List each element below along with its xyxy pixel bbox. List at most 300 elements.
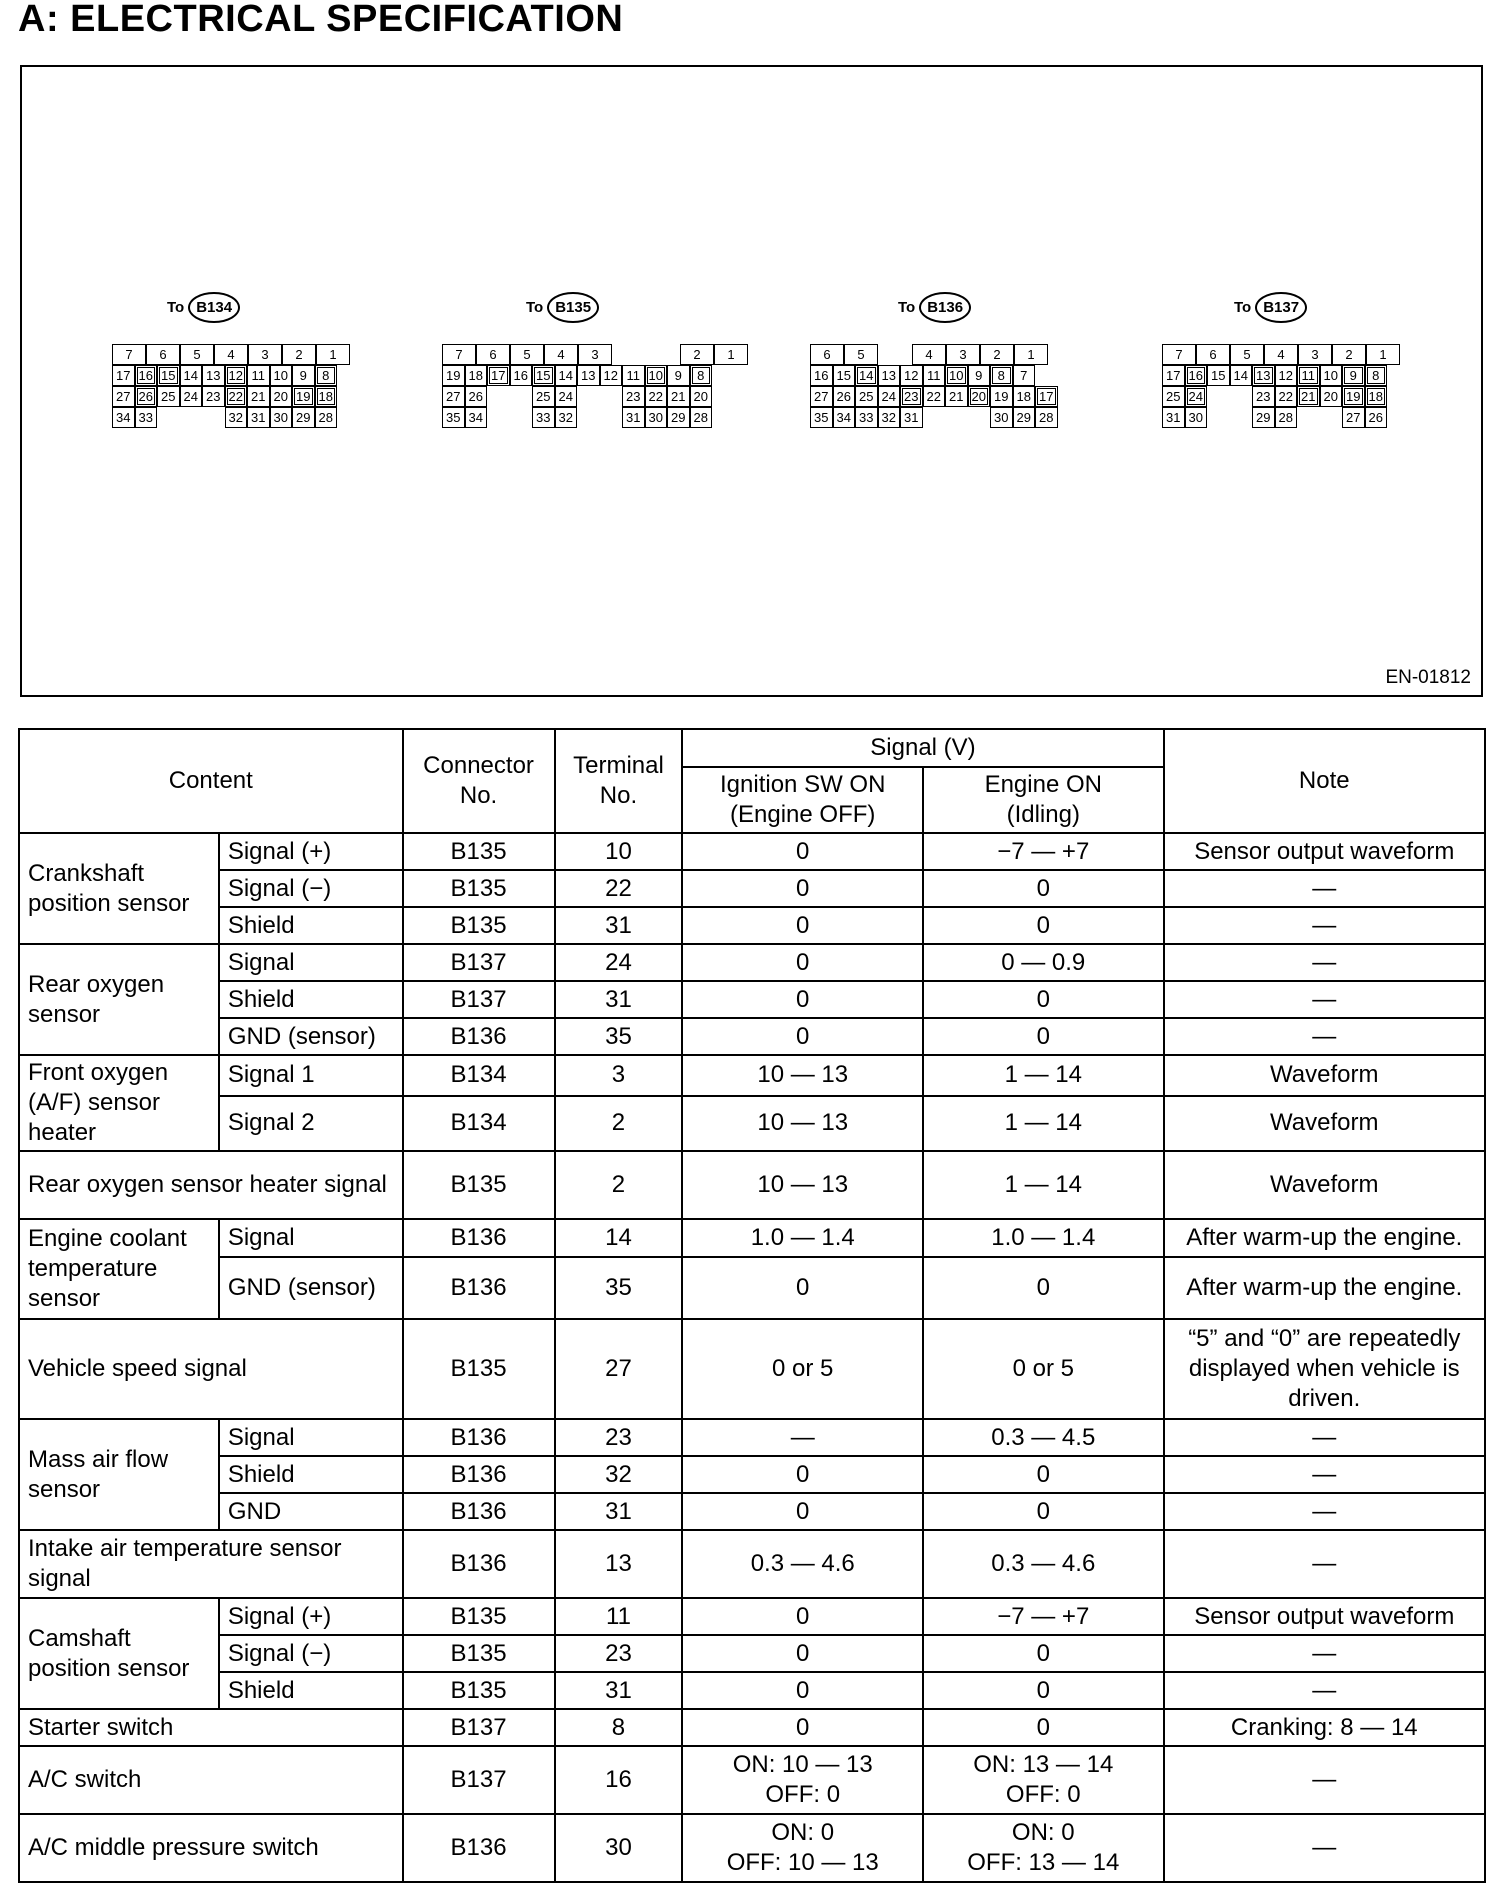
pin-cell: 25 bbox=[855, 386, 878, 407]
ignition-value-cell: 0 bbox=[682, 981, 923, 1018]
pin-cell: 20 bbox=[690, 386, 713, 407]
connector-cell: B136 bbox=[403, 1493, 555, 1530]
table-row bbox=[19, 1746, 1485, 1814]
connector-cell: B135 bbox=[403, 907, 555, 944]
pin-cell: 13 bbox=[202, 365, 225, 386]
content-cell: Vehicle speed signal bbox=[19, 1319, 403, 1419]
engine-value-cell: 0 bbox=[923, 981, 1164, 1018]
pin-cell: 1 bbox=[714, 344, 748, 365]
connector-cell: B136 bbox=[403, 1814, 555, 1882]
content-cell: A/C switch bbox=[19, 1746, 403, 1814]
connector-cell: B134 bbox=[403, 1096, 555, 1151]
ignition-value-cell: 0 or 5 bbox=[682, 1319, 923, 1419]
sub-item-cell: Signal (−) bbox=[219, 870, 403, 907]
pin-cell: 10 bbox=[1320, 365, 1343, 386]
pin-cell: 21 bbox=[1297, 386, 1320, 407]
pin-cell: 5 bbox=[510, 344, 544, 365]
pin-cell: 11 bbox=[923, 365, 946, 386]
engine-value-cell: 0 bbox=[923, 1635, 1164, 1672]
pin-cell: 21 bbox=[945, 386, 968, 407]
pin-cell: 22 bbox=[645, 386, 668, 407]
terminal-cell: 31 bbox=[555, 907, 683, 944]
terminal-cell: 22 bbox=[555, 870, 683, 907]
sub-item-cell: GND (sensor) bbox=[219, 1018, 403, 1055]
pin-cell: 2 bbox=[980, 344, 1014, 365]
pin-cell: 2 bbox=[282, 344, 316, 365]
pin-cell: 26 bbox=[1365, 407, 1388, 428]
pin-cell: 35 bbox=[442, 407, 465, 428]
terminal-cell: 31 bbox=[555, 981, 683, 1018]
pin-cell: 27 bbox=[810, 386, 833, 407]
terminal-cell: 30 bbox=[555, 1814, 683, 1882]
pin-cell: 12 bbox=[600, 365, 623, 386]
pin-cell: 9 bbox=[292, 365, 315, 386]
group-cell: Engine coolant temperature sensor bbox=[19, 1219, 219, 1319]
engine-value-cell: 0 — 0.9 bbox=[923, 944, 1164, 981]
pin-cell: 9 bbox=[667, 365, 690, 386]
engine-value-cell: ON: 0 OFF: 13 — 14 bbox=[923, 1814, 1164, 1882]
engine-value-cell: 0 bbox=[923, 907, 1164, 944]
connector-cell: B137 bbox=[403, 1709, 555, 1746]
pin-cell: 23 bbox=[1252, 386, 1275, 407]
ignition-value-cell: ON: 10 — 13 OFF: 0 bbox=[682, 1746, 923, 1814]
connector-diagram bbox=[20, 65, 1483, 697]
pin-cell: 25 bbox=[157, 386, 180, 407]
ignition-value-cell: 0 bbox=[682, 1493, 923, 1530]
ignition-value-cell: 0 bbox=[682, 1672, 923, 1709]
connector-id-badge: B135 bbox=[547, 292, 599, 323]
engine-value-cell: −7 — +7 bbox=[923, 1598, 1164, 1635]
note-cell: — bbox=[1164, 1672, 1485, 1709]
table-row bbox=[19, 870, 1485, 907]
pin-cell: 18 bbox=[465, 365, 488, 386]
engine-value-cell: 0 or 5 bbox=[923, 1319, 1164, 1419]
pin-cell: 10 bbox=[270, 365, 293, 386]
pin-cell: 1 bbox=[1014, 344, 1048, 365]
table-row bbox=[19, 907, 1485, 944]
sub-item-cell: GND (sensor) bbox=[219, 1257, 403, 1319]
table-row bbox=[19, 1419, 1485, 1456]
engine-value-cell: 0 bbox=[923, 1257, 1164, 1319]
pin-cell: 25 bbox=[1162, 386, 1185, 407]
pin-cell: 19 bbox=[1342, 386, 1365, 407]
pin-cell: 19 bbox=[292, 386, 315, 407]
pin-cell: 7 bbox=[1013, 365, 1036, 386]
connector-cell: B135 bbox=[403, 1319, 555, 1419]
table-row bbox=[19, 1709, 1485, 1746]
connector-cell: B136 bbox=[403, 1219, 555, 1257]
table-row bbox=[19, 944, 1485, 981]
engine-value-cell: 0.3 — 4.6 bbox=[923, 1530, 1164, 1598]
terminal-cell: 35 bbox=[555, 1018, 683, 1055]
connector-cell: B136 bbox=[403, 1257, 555, 1319]
header-terminal: Terminal No. bbox=[555, 729, 683, 833]
table-row bbox=[19, 1096, 1485, 1151]
terminal-cell: 10 bbox=[555, 833, 683, 870]
pin-cell: 17 bbox=[1162, 365, 1185, 386]
electrical-spec-table bbox=[18, 728, 1486, 1883]
engine-value-cell: 0 bbox=[923, 1493, 1164, 1530]
connector-cell: B136 bbox=[403, 1530, 555, 1598]
pin-cell: 22 bbox=[1275, 386, 1298, 407]
group-cell: Camshaft position sensor bbox=[19, 1598, 219, 1709]
pin-cell: 3 bbox=[248, 344, 282, 365]
content-cell: Rear oxygen sensor heater signal bbox=[19, 1151, 403, 1219]
pin-cell: 12 bbox=[225, 365, 248, 386]
ignition-value-cell: 0 bbox=[682, 1709, 923, 1746]
pin-cell: 13 bbox=[577, 365, 600, 386]
pin-cell: 7 bbox=[112, 344, 146, 365]
connector-cell: B135 bbox=[403, 1151, 555, 1219]
ignition-value-cell: 1.0 — 1.4 bbox=[682, 1219, 923, 1257]
pin-cell: 22 bbox=[923, 386, 946, 407]
pin-cell: 27 bbox=[112, 386, 135, 407]
pin-cell: 35 bbox=[810, 407, 833, 428]
pin-cell: 28 bbox=[690, 407, 713, 428]
pin-cell: 26 bbox=[833, 386, 856, 407]
table-row bbox=[19, 833, 1485, 870]
content-cell: Starter switch bbox=[19, 1709, 403, 1746]
pin-cell: 26 bbox=[465, 386, 488, 407]
note-cell: Cranking: 8 — 14 bbox=[1164, 1709, 1485, 1746]
pin-cell: 14 bbox=[1230, 365, 1253, 386]
sub-item-cell: Signal bbox=[219, 1419, 403, 1456]
pin-cell: 23 bbox=[202, 386, 225, 407]
terminal-cell: 2 bbox=[555, 1151, 683, 1219]
pin-cell: 10 bbox=[945, 365, 968, 386]
pin-cell: 17 bbox=[112, 365, 135, 386]
pin-cell: 6 bbox=[146, 344, 180, 365]
sub-item-cell: Signal 1 bbox=[219, 1055, 403, 1096]
table-row bbox=[19, 1257, 1485, 1319]
terminal-cell: 35 bbox=[555, 1257, 683, 1319]
pin-cell: 18 bbox=[1013, 386, 1036, 407]
sub-item-cell: Shield bbox=[219, 907, 403, 944]
pin-cell: 1 bbox=[316, 344, 350, 365]
connector-cell: B134 bbox=[403, 1055, 555, 1096]
ignition-value-cell: 10 — 13 bbox=[682, 1096, 923, 1151]
table-row bbox=[19, 1635, 1485, 1672]
sub-item-cell: Signal (−) bbox=[219, 1635, 403, 1672]
table-row bbox=[19, 1672, 1485, 1709]
pin-cell: 20 bbox=[1320, 386, 1343, 407]
pin-cell: 31 bbox=[622, 407, 645, 428]
ignition-value-cell: 10 — 13 bbox=[682, 1151, 923, 1219]
connector-cell: B135 bbox=[403, 1635, 555, 1672]
pin-cell: 11 bbox=[622, 365, 645, 386]
terminal-cell: 32 bbox=[555, 1456, 683, 1493]
pin-cell: 3 bbox=[946, 344, 980, 365]
engine-value-cell: 0.3 — 4.5 bbox=[923, 1419, 1164, 1456]
note-cell: Sensor output waveform bbox=[1164, 833, 1485, 870]
pin-cell: 20 bbox=[968, 386, 991, 407]
note-cell: — bbox=[1164, 1419, 1485, 1456]
pin-cell: 5 bbox=[844, 344, 878, 365]
header-content: Content bbox=[19, 729, 403, 833]
table-row bbox=[19, 1493, 1485, 1530]
ignition-value-cell: — bbox=[682, 1419, 923, 1456]
pin-cell: 16 bbox=[1185, 365, 1208, 386]
pin-cell: 16 bbox=[510, 365, 533, 386]
sub-item-cell: Shield bbox=[219, 1456, 403, 1493]
connector-label: To B134 bbox=[167, 292, 240, 323]
terminal-cell: 11 bbox=[555, 1598, 683, 1635]
pin-cell: 2 bbox=[680, 344, 714, 365]
pin-cell: 7 bbox=[1162, 344, 1196, 365]
note-cell: After warm-up the engine. bbox=[1164, 1219, 1485, 1257]
terminal-cell: 24 bbox=[555, 944, 683, 981]
note-cell: — bbox=[1164, 1746, 1485, 1814]
pin-cell: 6 bbox=[1196, 344, 1230, 365]
engine-value-cell: 1 — 14 bbox=[923, 1096, 1164, 1151]
note-cell: Waveform bbox=[1164, 1151, 1485, 1219]
pin-cell: 23 bbox=[900, 386, 923, 407]
pin-cell: 11 bbox=[1297, 365, 1320, 386]
sub-item-cell: Signal 2 bbox=[219, 1096, 403, 1151]
pin-cell: 15 bbox=[157, 365, 180, 386]
terminal-cell: 8 bbox=[555, 1709, 683, 1746]
connector-cell: B135 bbox=[403, 1672, 555, 1709]
pin-cell: 13 bbox=[878, 365, 901, 386]
pin-cell: 24 bbox=[878, 386, 901, 407]
engine-value-cell: 1.0 — 1.4 bbox=[923, 1219, 1164, 1257]
pin-cell: 34 bbox=[465, 407, 488, 428]
note-cell: — bbox=[1164, 1530, 1485, 1598]
ignition-value-cell: 0.3 — 4.6 bbox=[682, 1530, 923, 1598]
figure-code: EN-01812 bbox=[1385, 667, 1471, 688]
pin-cell: 5 bbox=[1230, 344, 1264, 365]
note-cell: After warm-up the engine. bbox=[1164, 1257, 1485, 1319]
pin-cell: 31 bbox=[1162, 407, 1185, 428]
table-row bbox=[19, 1018, 1485, 1055]
terminal-cell: 16 bbox=[555, 1746, 683, 1814]
pin-cell: 9 bbox=[1342, 365, 1365, 386]
pin-cell: 4 bbox=[1264, 344, 1298, 365]
pin-cell: 28 bbox=[315, 407, 338, 428]
pin-cell: 29 bbox=[667, 407, 690, 428]
pin-cell: 30 bbox=[270, 407, 293, 428]
ignition-value-cell: 0 bbox=[682, 907, 923, 944]
pin-cell: 22 bbox=[225, 386, 248, 407]
connector-label: To B137 bbox=[1234, 292, 1307, 323]
note-cell: Waveform bbox=[1164, 1096, 1485, 1151]
pin-cell: 24 bbox=[1185, 386, 1208, 407]
header-signal: Signal (V) bbox=[682, 729, 1163, 767]
pin-cell: 34 bbox=[833, 407, 856, 428]
table-row bbox=[19, 1598, 1485, 1635]
pin-cell: 6 bbox=[476, 344, 510, 365]
sub-item-cell: Signal bbox=[219, 944, 403, 981]
pin-cell: 17 bbox=[1035, 386, 1058, 407]
group-cell: Rear oxygen sensor bbox=[19, 944, 219, 1055]
sub-item-cell: Shield bbox=[219, 1672, 403, 1709]
note-cell: — bbox=[1164, 1814, 1485, 1882]
note-cell: — bbox=[1164, 944, 1485, 981]
engine-value-cell: 0 bbox=[923, 1456, 1164, 1493]
ignition-value-cell: 0 bbox=[682, 1257, 923, 1319]
pin-cell: 8 bbox=[1365, 365, 1388, 386]
ignition-value-cell: 0 bbox=[682, 1598, 923, 1635]
pin-cell: 15 bbox=[1207, 365, 1230, 386]
pin-cell: 26 bbox=[135, 386, 158, 407]
engine-value-cell: 1 — 14 bbox=[923, 1151, 1164, 1219]
ignition-value-cell: 0 bbox=[682, 944, 923, 981]
ignition-value-cell: 0 bbox=[682, 870, 923, 907]
pin-cell: 30 bbox=[990, 407, 1013, 428]
pin-cell: 4 bbox=[544, 344, 578, 365]
terminal-cell: 31 bbox=[555, 1672, 683, 1709]
pin-cell: 30 bbox=[1185, 407, 1208, 428]
pin-cell: 18 bbox=[1365, 386, 1388, 407]
pin-cell: 27 bbox=[442, 386, 465, 407]
table-row bbox=[19, 1319, 1485, 1419]
ignition-value-cell: 0 bbox=[682, 833, 923, 870]
pin-cell: 21 bbox=[667, 386, 690, 407]
pin-cell: 23 bbox=[622, 386, 645, 407]
connector-cell: B137 bbox=[403, 1746, 555, 1814]
connector-id-badge: B137 bbox=[1255, 292, 1307, 323]
note-cell: — bbox=[1164, 907, 1485, 944]
pin-cell: 2 bbox=[1332, 344, 1366, 365]
group-cell: Front oxygen (A/F) sensor heater bbox=[19, 1055, 219, 1151]
pin-cell: 25 bbox=[532, 386, 555, 407]
sub-item-cell: Signal (+) bbox=[219, 833, 403, 870]
connector-cell: B135 bbox=[403, 870, 555, 907]
pin-cell: 3 bbox=[578, 344, 612, 365]
pin-cell: 14 bbox=[555, 365, 578, 386]
ignition-value-cell: 0 bbox=[682, 1018, 923, 1055]
pin-cell: 11 bbox=[247, 365, 270, 386]
header-connector: Connector No. bbox=[403, 729, 555, 833]
connector-cell: B136 bbox=[403, 1419, 555, 1456]
pin-cell: 31 bbox=[900, 407, 923, 428]
connector-cell: B136 bbox=[403, 1456, 555, 1493]
pin-cell: 7 bbox=[442, 344, 476, 365]
terminal-cell: 13 bbox=[555, 1530, 683, 1598]
pin-cell: 24 bbox=[555, 386, 578, 407]
connector-label: To B136 bbox=[898, 292, 971, 323]
pin-cell: 4 bbox=[912, 344, 946, 365]
engine-value-cell: 0 bbox=[923, 1709, 1164, 1746]
table-row bbox=[19, 981, 1485, 1018]
pin-cell: 33 bbox=[532, 407, 555, 428]
pin-cell: 32 bbox=[555, 407, 578, 428]
engine-value-cell: 0 bbox=[923, 1672, 1164, 1709]
pin-cell: 8 bbox=[690, 365, 713, 386]
sub-item-cell: Shield bbox=[219, 981, 403, 1018]
pin-cell: 12 bbox=[1275, 365, 1298, 386]
note-cell: — bbox=[1164, 870, 1485, 907]
pin-cell: 8 bbox=[990, 365, 1013, 386]
pin-cell: 3 bbox=[1298, 344, 1332, 365]
pin-cell: 33 bbox=[855, 407, 878, 428]
pin-cell: 28 bbox=[1275, 407, 1298, 428]
engine-value-cell: 1 — 14 bbox=[923, 1055, 1164, 1096]
terminal-cell: 14 bbox=[555, 1219, 683, 1257]
terminal-cell: 31 bbox=[555, 1493, 683, 1530]
engine-value-cell: −7 — +7 bbox=[923, 833, 1164, 870]
pin-cell: 15 bbox=[532, 365, 555, 386]
note-cell: — bbox=[1164, 1635, 1485, 1672]
ignition-value-cell: 0 bbox=[682, 1635, 923, 1672]
note-cell: Sensor output waveform bbox=[1164, 1598, 1485, 1635]
group-cell: Crankshaft position sensor bbox=[19, 833, 219, 944]
pin-cell: 10 bbox=[645, 365, 668, 386]
pin-cell: 16 bbox=[135, 365, 158, 386]
note-cell: — bbox=[1164, 1493, 1485, 1530]
pin-cell: 29 bbox=[1252, 407, 1275, 428]
terminal-cell: 23 bbox=[555, 1635, 683, 1672]
engine-value-cell: 0 bbox=[923, 870, 1164, 907]
sub-item-cell: GND bbox=[219, 1493, 403, 1530]
pin-cell: 24 bbox=[180, 386, 203, 407]
terminal-cell: 2 bbox=[555, 1096, 683, 1151]
connector-cell: B135 bbox=[403, 1598, 555, 1635]
pin-cell: 12 bbox=[900, 365, 923, 386]
pin-cell: 14 bbox=[855, 365, 878, 386]
connector-cell: B137 bbox=[403, 944, 555, 981]
pin-cell: 15 bbox=[833, 365, 856, 386]
content-cell: A/C middle pressure switch bbox=[19, 1814, 403, 1882]
pin-cell: 32 bbox=[225, 407, 248, 428]
connector-id-badge: B136 bbox=[919, 292, 971, 323]
terminal-cell: 27 bbox=[555, 1319, 683, 1419]
pin-cell: 31 bbox=[247, 407, 270, 428]
pin-cell: 29 bbox=[292, 407, 315, 428]
pin-cell: 34 bbox=[112, 407, 135, 428]
pin-cell: 6 bbox=[810, 344, 844, 365]
content-cell: Intake air temperature sensor signal bbox=[19, 1530, 403, 1598]
pin-cell: 32 bbox=[878, 407, 901, 428]
table-row bbox=[19, 1456, 1485, 1493]
pin-cell: 28 bbox=[1035, 407, 1058, 428]
connector-cell: B135 bbox=[403, 833, 555, 870]
note-cell: “5” and “0” are repeatedly displayed when vehicle is driven. bbox=[1164, 1319, 1485, 1419]
table-row bbox=[19, 1530, 1485, 1598]
page-title: A: ELECTRICAL SPECIFICATION bbox=[18, 0, 624, 40]
pin-cell: 17 bbox=[487, 365, 510, 386]
pin-cell: 30 bbox=[645, 407, 668, 428]
terminal-cell: 23 bbox=[555, 1419, 683, 1456]
pin-cell: 16 bbox=[810, 365, 833, 386]
pin-cell: 19 bbox=[442, 365, 465, 386]
group-cell: Mass air flow sensor bbox=[19, 1419, 219, 1530]
note-cell: — bbox=[1164, 1018, 1485, 1055]
sub-item-cell: Signal bbox=[219, 1219, 403, 1257]
pin-cell: 27 bbox=[1342, 407, 1365, 428]
pin-cell: 5 bbox=[180, 344, 214, 365]
connector-label: To B135 bbox=[526, 292, 599, 323]
ignition-value-cell: ON: 0 OFF: 10 — 13 bbox=[682, 1814, 923, 1882]
engine-value-cell: 0 bbox=[923, 1018, 1164, 1055]
header-ignition: Ignition SW ON (Engine OFF) bbox=[682, 767, 923, 833]
header-engine: Engine ON (Idling) bbox=[923, 767, 1164, 833]
sub-item-cell: Signal (+) bbox=[219, 1598, 403, 1635]
connector-cell: B136 bbox=[403, 1018, 555, 1055]
table-row bbox=[19, 1219, 1485, 1257]
terminal-cell: 3 bbox=[555, 1055, 683, 1096]
table-row bbox=[19, 1055, 1485, 1096]
ignition-value-cell: 0 bbox=[682, 1456, 923, 1493]
note-cell: — bbox=[1164, 1456, 1485, 1493]
pin-cell: 8 bbox=[315, 365, 338, 386]
pin-cell: 18 bbox=[315, 386, 338, 407]
note-cell: Waveform bbox=[1164, 1055, 1485, 1096]
pin-cell: 33 bbox=[135, 407, 158, 428]
connector-cell: B137 bbox=[403, 981, 555, 1018]
pin-cell: 14 bbox=[180, 365, 203, 386]
header-note: Note bbox=[1164, 729, 1485, 833]
